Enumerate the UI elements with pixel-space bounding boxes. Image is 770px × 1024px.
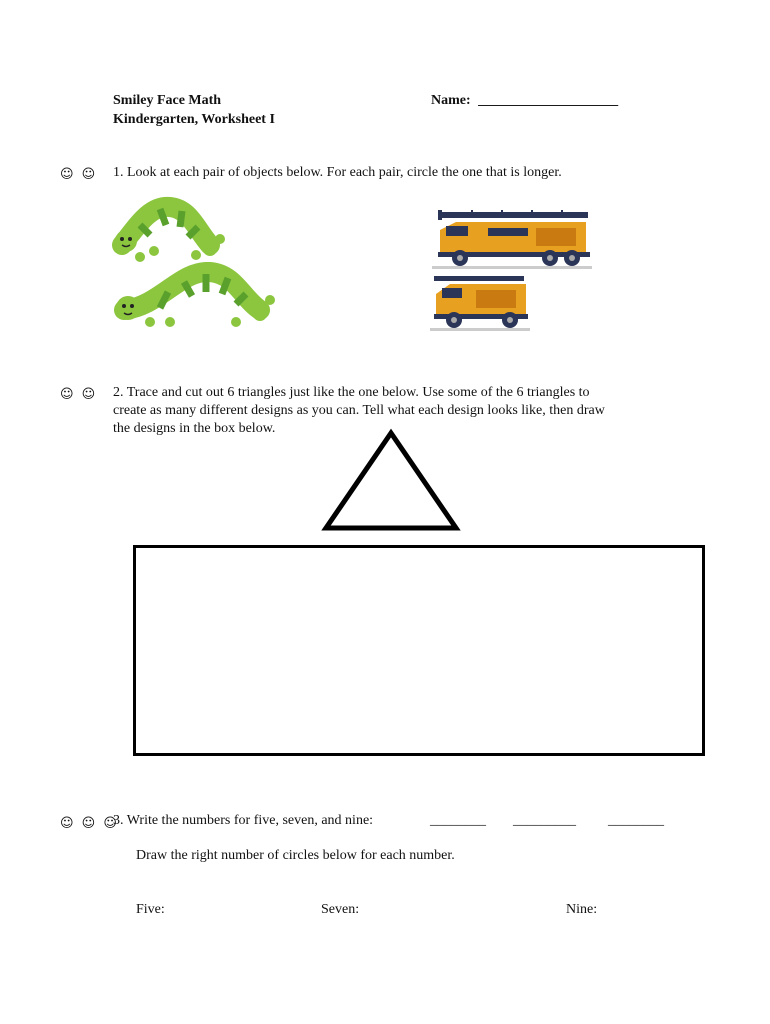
q1-text: 1. Look at each pair of objects below. For each pair, circle the one that is longer.: [113, 165, 562, 180]
label-five: Five:: [136, 902, 165, 917]
long-fire-truck-image: [432, 208, 597, 270]
short-fire-truck-image: [430, 272, 532, 332]
long-caterpillar-image: [110, 262, 280, 334]
name-label: [431, 93, 618, 109]
label-seven: Seven:: [321, 902, 360, 917]
q2-smileys: ☺ ☺: [60, 387, 98, 402]
q2-line-3: the designs in the box below.: [113, 421, 276, 436]
answer-blank-nine[interactable]: ________: [608, 813, 664, 828]
triangle-shape: [320, 428, 462, 534]
name-blank: ____________________: [478, 93, 619, 108]
worksheet-title: Smiley Face Math: [113, 93, 222, 108]
q3-smileys: ☺ ☺ ☺: [60, 816, 119, 831]
q2-line-2: create as many different designs as you can. Tell what each design looks like, then draw: [113, 403, 605, 418]
q3-instruction: Draw the right number of circles below for each number.: [136, 848, 455, 863]
name-label-text: Name:: [431, 93, 471, 108]
q3-text: 3. Write the numbers for five, seven, and nine:: [113, 813, 374, 828]
q2-line-1: 2. Trace and cut out 6 triangles just like the one below. Use some of the 6 triangles to: [113, 385, 590, 400]
answer-blank-seven[interactable]: _________: [513, 813, 576, 828]
design-drawing-box[interactable]: [133, 545, 705, 756]
q1-smileys: ☺ ☺: [60, 167, 98, 182]
label-nine: Nine:: [566, 902, 598, 917]
short-caterpillar-image: [110, 195, 230, 267]
answer-blank-five[interactable]: ________: [430, 813, 486, 828]
worksheet-subtitle: Kindergarten, Worksheet I: [113, 112, 275, 127]
